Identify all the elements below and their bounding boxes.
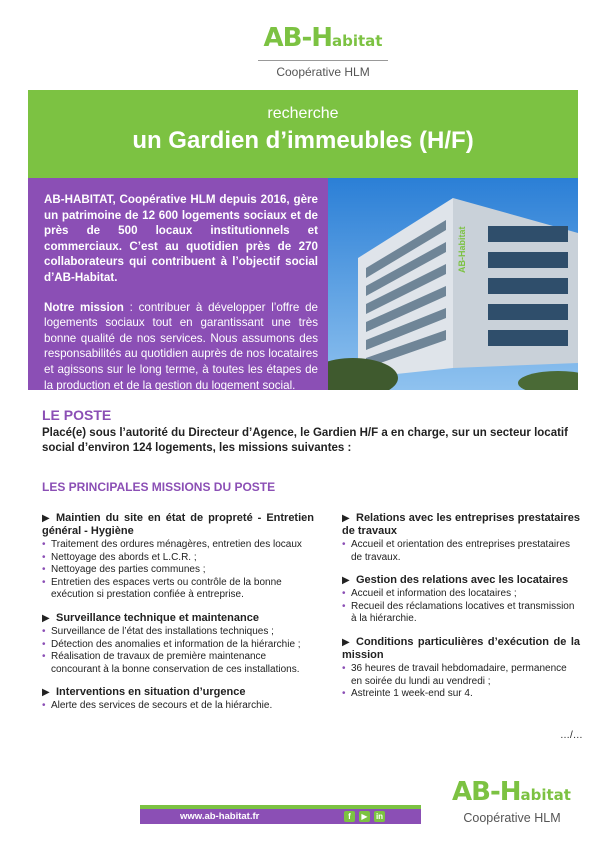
list-item: • Traitement des ordures ménagères, entretien des locaux [42,539,314,552]
list-item: • Recueil des réclamations locatives et transmission à la hiérarchie. [342,601,580,626]
mission-group [342,512,580,564]
mission-group-title: ▶ Gestion des relations avec les locataires [342,574,569,587]
logo-mark: AB-Habitat [452,777,571,807]
mission-group-title: ▶ Surveillance technique et maintenance [42,611,259,624]
list-item: • Surveillance de l’état des installations techniques ; [42,626,314,639]
logo-mark: AB-Habitat [263,23,383,53]
missions-right-column [342,512,580,711]
mission-group [342,636,580,701]
poste-intro: Placé(e) sous l’autorité du Directeur d’Agence, le Gardien H/F a en charge, sur un secteur locatif social d’environ 124 logements, les missions suivantes : [42,427,568,454]
section-title-poste: LE POSTE [42,407,112,423]
list-item: • 36 heures de travail hebdomadaire, permanence en soirée du lundi au vendredi ; [342,663,580,688]
title-banner [28,90,578,178]
mission-label: Notre mission [44,300,124,314]
linkedin-icon[interactable]: in [375,812,384,821]
mission-paragraph [44,300,318,394]
logo-subtitle: Coopérative HLM [258,60,388,79]
mission-group-title: ▶ Relations avec les entreprises prestataires de travaux [342,512,580,537]
website-link[interactable]: www.ab-habitat.fr [180,811,260,822]
list-item: • Détection des anomalies et information de la hiérarchie ; [42,639,314,652]
mission-group [42,612,314,676]
continuation-mark: …/… [560,730,583,741]
logo-subtitle: Coopérative HLM [463,811,561,825]
banner-title: un Gardien d’immeubles (H/F) [132,127,474,154]
footer-bar [140,805,421,824]
facebook-icon[interactable]: f [344,811,355,822]
header-logo [258,24,388,79]
missions-left-column [42,512,314,723]
mission-group-title: ▶ Interventions en situation d’urgence [42,686,246,699]
youtube-icon[interactable]: ▶ [359,811,370,822]
list-item: • Alerte des services de secours et de la hiérarchie. [42,700,314,713]
section-title-missions: LES PRINCIPALES MISSIONS DU POSTE [42,480,276,494]
mission-group [342,574,580,626]
list-item: • Réalisation de travaux de première maintenance concourant à la bonne conservation de ces installations. [42,651,314,676]
list-item: • Accueil et orientation des entreprises prestataires de travaux. [342,539,580,564]
building-sign: AB-Habitat [457,226,467,273]
mission-group-title: ▶ Maintien du site en état de propreté - Entretien général - Hygiène [42,512,314,537]
mission-group [42,512,314,602]
banner-pre: recherche [267,105,339,122]
arrow-right-icon: ▶ [42,612,50,624]
list-item: • Entretien des espaces verts ou contrôle de la bonne exécution si prestation confiée à entreprise. [42,577,314,602]
building-photo [328,178,578,390]
mission-text: : contribuer à développer l’offre de logements sociaux tout en garantissant une très bonne qualité de nos services. Nous assumons des responsabilités au quotidien auprès de nos locataires et agissons sur le long terme, à toutes les étapes de la production et de la gestion du logement social. [44,300,318,392]
list-item: • Nettoyage des parties communes ; [42,564,314,577]
arrow-right-icon: ▶ [42,687,50,699]
arrow-right-icon: ▶ [342,636,350,648]
arrow-right-icon: ▶ [342,575,350,587]
list-item: • Astreinte 1 week-end sur 4. [342,688,580,701]
mission-group-title: ▶ Conditions particulières d’exécution de la mission [342,635,580,661]
list-item: • Nettoyage des abords et L.C.R. ; [42,552,314,565]
intro-box [28,178,328,390]
arrow-right-icon: ▶ [42,513,50,524]
list-item: • Accueil et information des locataires ; [342,588,580,601]
social-links [344,811,385,822]
mission-group [42,686,314,713]
arrow-right-icon: ▶ [342,513,350,524]
intro-paragraph: AB-HABITAT, Coopérative HLM depuis 2016, gère un patrimoine de 12 600 logements sociaux et de près de 500 locaux institutionnels et commerciaux. C’est au quotidien près de 270 collaborateurs qui contribuent à l’objectif social d’AB-Habitat. [44,193,318,284]
footer-logo [452,778,572,825]
